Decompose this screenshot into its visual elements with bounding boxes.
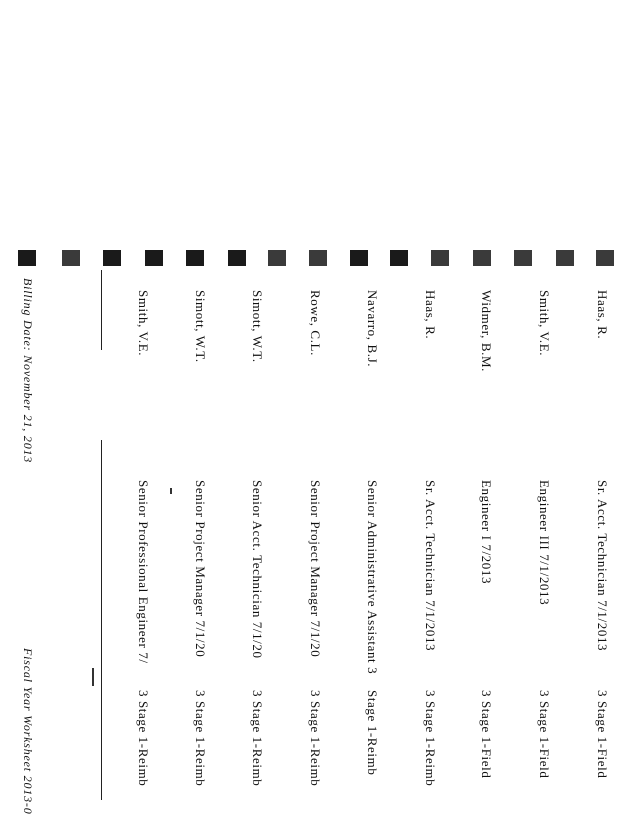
table-rule <box>101 270 102 350</box>
billing-stage: 3 Stage 1-Reimb <box>193 690 208 787</box>
row-marker <box>62 250 80 266</box>
table-rule <box>101 440 102 800</box>
row-marker <box>514 250 532 266</box>
employee-name: Haas, R. <box>595 290 610 340</box>
row-marker <box>556 250 574 266</box>
employee-name: Navarro, B.J. <box>365 290 380 368</box>
job-title: Senior Professional Engineer 7/ <box>136 480 151 664</box>
billing-stage: 3 Stage 1-Reimb <box>250 690 265 787</box>
billing-stage: 3 Stage 1-Field <box>479 690 494 779</box>
row-marker <box>228 250 246 266</box>
row-marker <box>268 250 286 266</box>
employee-name: Simott, W.T. <box>250 290 265 363</box>
employee-name: Smith, V.E. <box>136 290 151 357</box>
fiscal-year-label: Fiscal Year Worksheet 2013-0 <box>21 648 35 815</box>
job-title: Senior Acct. Technician 7/1/20 <box>250 480 265 659</box>
job-title: Sr. Acct. Technician 7/1/2013 <box>595 480 610 652</box>
row-marker <box>186 250 204 266</box>
billing-stage: 3 Stage 1-Reimb <box>423 690 438 787</box>
row-marker <box>18 250 36 266</box>
job-title: Engineer III 7/1/2013 <box>537 480 552 606</box>
employee-name: Simott, W.T. <box>193 290 208 363</box>
job-title: Senior Project Manager 7/1/20 <box>308 480 323 658</box>
job-title: Engineer I 7/2013 <box>479 480 494 585</box>
employee-name: Widmer, B.M. <box>479 290 494 372</box>
job-title: Senior Project Manager 7/1/20 <box>193 480 208 658</box>
row-marker <box>145 250 163 266</box>
billing-stage: 3 Stage 1-Reimb <box>308 690 323 787</box>
row-marker <box>350 250 368 266</box>
employee-name: Haas, R. <box>423 290 438 340</box>
billing-stage: Stage 1-Reimb <box>365 690 380 776</box>
job-title: Senior Administrative Assistant 3 <box>365 480 380 675</box>
billing-stage: 3 Stage 1-Reimb <box>136 690 151 787</box>
row-marker <box>473 250 491 266</box>
employee-name: Rowe, C.L. <box>308 290 323 356</box>
billing-date: Billing Date: November 21, 2013 <box>21 278 35 464</box>
scan-mark <box>92 668 94 686</box>
row-marker <box>390 250 408 266</box>
billing-stage: 3 Stage 1-Field <box>595 690 610 779</box>
billing-stage: 3 Stage 1-Field <box>537 690 552 779</box>
row-marker <box>103 250 121 266</box>
row-marker <box>596 250 614 266</box>
employee-name: Smith, V.E. <box>537 290 552 357</box>
row-marker <box>431 250 449 266</box>
row-marker <box>309 250 327 266</box>
job-title: Sr. Acct. Technician 7/1/2013 <box>423 480 438 652</box>
scan-mark <box>170 488 172 494</box>
